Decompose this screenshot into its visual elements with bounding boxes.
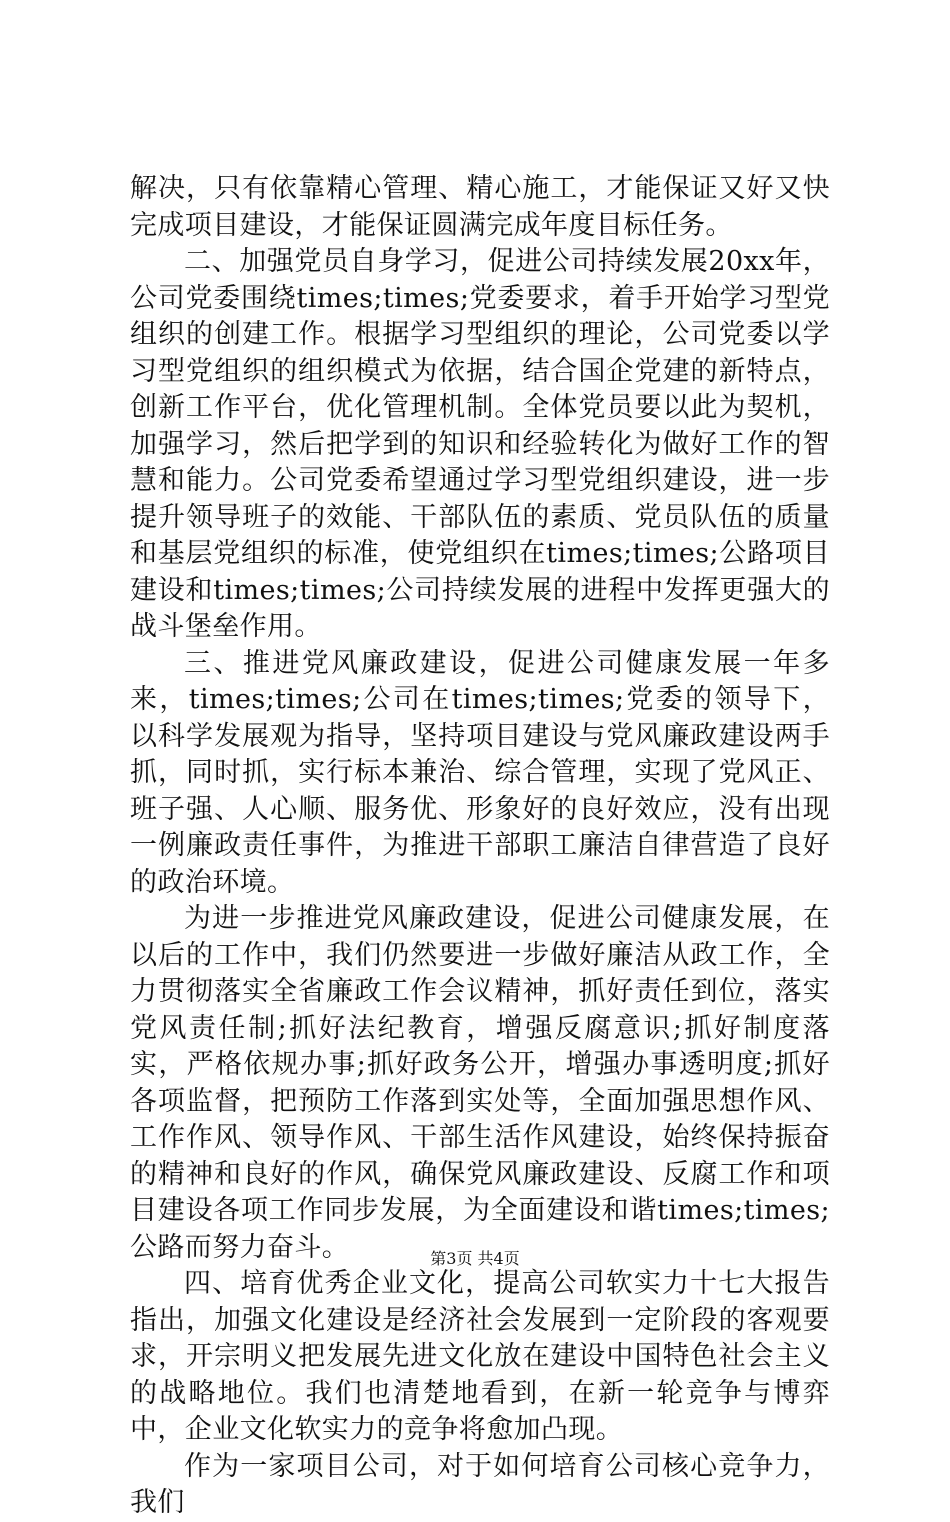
paragraph-5: 四、培育优秀企业文化，提高公司软实力十七大报告指出，加强文化建设是经济社会发展到一定阶段的客观要求，开宗明义把发展先进文化放在建设中国特色社会主义的战略地位。我们也清楚地看到，在新一轮竞争与博弈中，企业文化软实力的竞争将愈加凸现。 [130, 1268, 830, 1445]
paragraph-6: 作为一家项目公司，对于如何培育公司核心竞争力，我们 [130, 1450, 830, 1518]
page-number-footer: 第3页 共4页 [430, 1249, 520, 1268]
document-body [130, 171, 830, 1522]
paragraph-4: 为进一步推进党风廉政建设，促进公司健康发展，在以后的工作中，我们仍然要进一步做好廉洁从政工作，全力贯彻落实全省廉政工作会议精神，抓好责任到位，落实党风责任制;抓好法纪教育，增强反腐意识;抓好制度落实，严格依规办事;抓好政务公开，增强办事透明度;抓好各项监督，把预防工作落到实处等，全面加强思想作风、工作作风、领导作风、干部生活作风建设，始终保持振奋的精神和良好的作风，确保党风廉政建设、反腐工作和项目建设各项工作同步发展，为全面建设和谐times;times;公路而努力奋斗。 [130, 903, 830, 1263]
paragraph-2: 二、加强党员自身学习，促进公司持续发展20xx年，公司党委围绕times;times;党委要求，着手开始学习型党组织的创建工作。根据学习型组织的理论，公司党委以学习型党组织的组织模式为依据，结合国企党建的新特点，创新工作平台，优化管理机制。全体党员要以此为契机，加强学习，然后把学到的知识和经验转化为做好工作的智慧和能力。公司党委希望通过学习型党组织建设，进一步提升领导班子的效能、干部队伍的素质、党员队伍的质量和基层党组织的标准，使党组织在times;times;公路项目建设和times;times;公司持续发展的进程中发挥更强大的战斗堡垒作用。 [130, 246, 830, 642]
paragraph-3: 三、推进党风廉政建设，促进公司健康发展一年多来，times;times;公司在times;times;党委的领导下，以科学发展观为指导，坚持项目建设与党风廉政建设两手抓，同时抓，实行标本兼治、综合管理，实现了党风正、班子强、人心顺、服务优、形象好的良好效应，没有出现一例廉政责任事件，为推进干部职工廉洁自律营造了良好的政治环境。 [130, 647, 830, 898]
paragraph-1: 解决，只有依靠精心管理、精心施工，才能保证又好又快完成项目建设，才能保证圆满完成年度目标任务。 [130, 173, 830, 241]
